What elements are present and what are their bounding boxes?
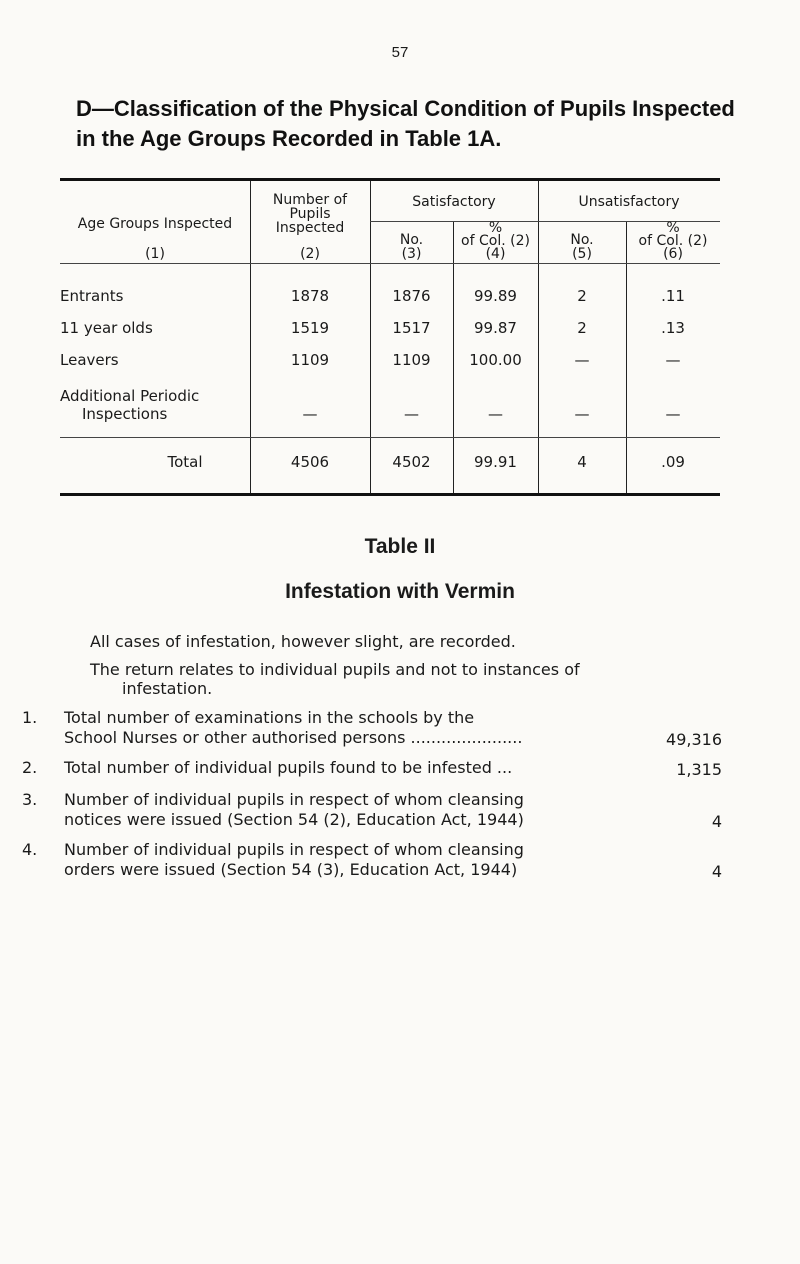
item-line2: School Nurses or other authorised persons ...................... [64, 728, 523, 747]
row-leavers-group: Leavers [60, 351, 119, 369]
item-line1: Number of individual pupils in respect of whom cleansing [64, 840, 524, 859]
item-line2: notices were issued (Section 54 (2), Education Act, 1944) [64, 810, 524, 829]
header-col-3: (3) [401, 246, 422, 262]
physical-condition-table [60, 178, 720, 496]
row-11yr-inspected: 1519 [290, 319, 330, 337]
table2-subtitle: Infestation with Vermin [285, 580, 515, 603]
row-total-inspected: 4506 [290, 453, 330, 471]
row-additional-sat-pct: — [488, 405, 503, 423]
row-entrants-sat-pct: 99.89 [474, 287, 517, 305]
infestation-item-1 [22, 708, 722, 750]
row-11yr-unsat-no: 2 [577, 319, 587, 337]
row-11yr-sat-pct: 99.87 [474, 319, 517, 337]
row-additional-unsat-no: — [574, 405, 590, 423]
header-unsat-no: No. [570, 232, 594, 248]
row-additional-inspected: — [302, 405, 318, 423]
header-col-1: (1) [145, 246, 165, 262]
item-line2: orders were issued (Section 54 (3), Education Act, 1944) [64, 860, 518, 879]
table2-title: Table II [364, 535, 436, 558]
header-number-inspected: Number of Pupils Inspected [272, 192, 348, 236]
row-leavers-unsat-no: — [574, 351, 590, 369]
item-value: 4 [711, 812, 722, 831]
header-unsat-pct: % [666, 220, 680, 236]
row-11yr-group: 11 year olds [60, 319, 153, 337]
item-line1: Total number of examinations in the schools by the [64, 708, 475, 727]
row-leavers-unsat-pct: — [665, 351, 681, 369]
item-value: 4 [711, 862, 722, 881]
table2-intro-1: All cases of infestation, however slight, are recorded. [90, 632, 516, 651]
item-number: 1. [22, 708, 38, 727]
infestation-item-4 [22, 840, 722, 882]
row-additional-group-line2: Inspections [82, 405, 168, 423]
item-line1: Number of individual pupils in respect of whom cleansing [64, 790, 524, 809]
header-age-groups: Age Groups Inspected [77, 216, 233, 232]
row-leavers-sat-no: 1109 [392, 351, 431, 369]
row-total-unsat-pct: .09 [661, 453, 685, 471]
row-entrants-unsat-pct: .11 [661, 287, 685, 305]
row-total-label: Total [167, 453, 203, 471]
header-col-5: (5) [572, 246, 592, 262]
row-leavers-inspected: 1109 [290, 351, 330, 369]
header-unsat-of-col2: of Col. (2) [638, 233, 708, 249]
header-sat-pct: % [488, 220, 503, 236]
infestation-item-3 [22, 790, 722, 832]
table2-intro-2-line2: infestation. [122, 679, 213, 698]
item-number: 3. [22, 790, 38, 809]
infestation-item-2 [22, 758, 722, 780]
header-col-6: (6) [663, 246, 683, 262]
page-number: 57 [391, 44, 409, 61]
item-value: 1,315 [676, 760, 722, 779]
header-unsatisfactory: Unsatisfactory [578, 194, 680, 210]
row-additional-unsat-pct: — [665, 405, 681, 423]
header-sat-of-col2: of Col. (2) [461, 233, 530, 249]
item-number: 4. [22, 840, 38, 859]
header-satisfactory: Satisfactory [412, 194, 496, 210]
row-additional-group-line1: Additional Periodic [60, 387, 200, 405]
row-additional-sat-no: — [404, 405, 419, 423]
item-value: 49,316 [666, 730, 722, 749]
row-total-sat-no: 4502 [392, 453, 431, 471]
item-number: 2. [22, 758, 38, 777]
row-entrants-group: Entrants [60, 287, 124, 305]
section-title: D—Classification of the Physical Condition of Pupils Inspected in the Age Groups Recorded in Table 1A. [76, 96, 735, 151]
row-entrants-unsat-no: 2 [577, 287, 587, 305]
row-entrants-sat-no: 1876 [392, 287, 431, 305]
row-entrants-inspected: 1878 [290, 287, 330, 305]
row-11yr-sat-no: 1517 [392, 319, 431, 337]
header-col-2: (2) [300, 246, 320, 262]
row-total-sat-pct: 99.91 [474, 453, 517, 471]
row-leavers-sat-pct: 100.00 [469, 351, 522, 369]
row-total-unsat-no: 4 [577, 453, 587, 471]
item-line1: Total number of individual pupils found to be infested ... [64, 758, 513, 777]
table2-intro-2-line1: The return relates to individual pupils and not to instances of [90, 660, 580, 679]
header-sat-no: No. [399, 232, 424, 248]
row-11yr-unsat-pct: .13 [661, 319, 685, 337]
header-col-4: (4) [485, 246, 506, 262]
